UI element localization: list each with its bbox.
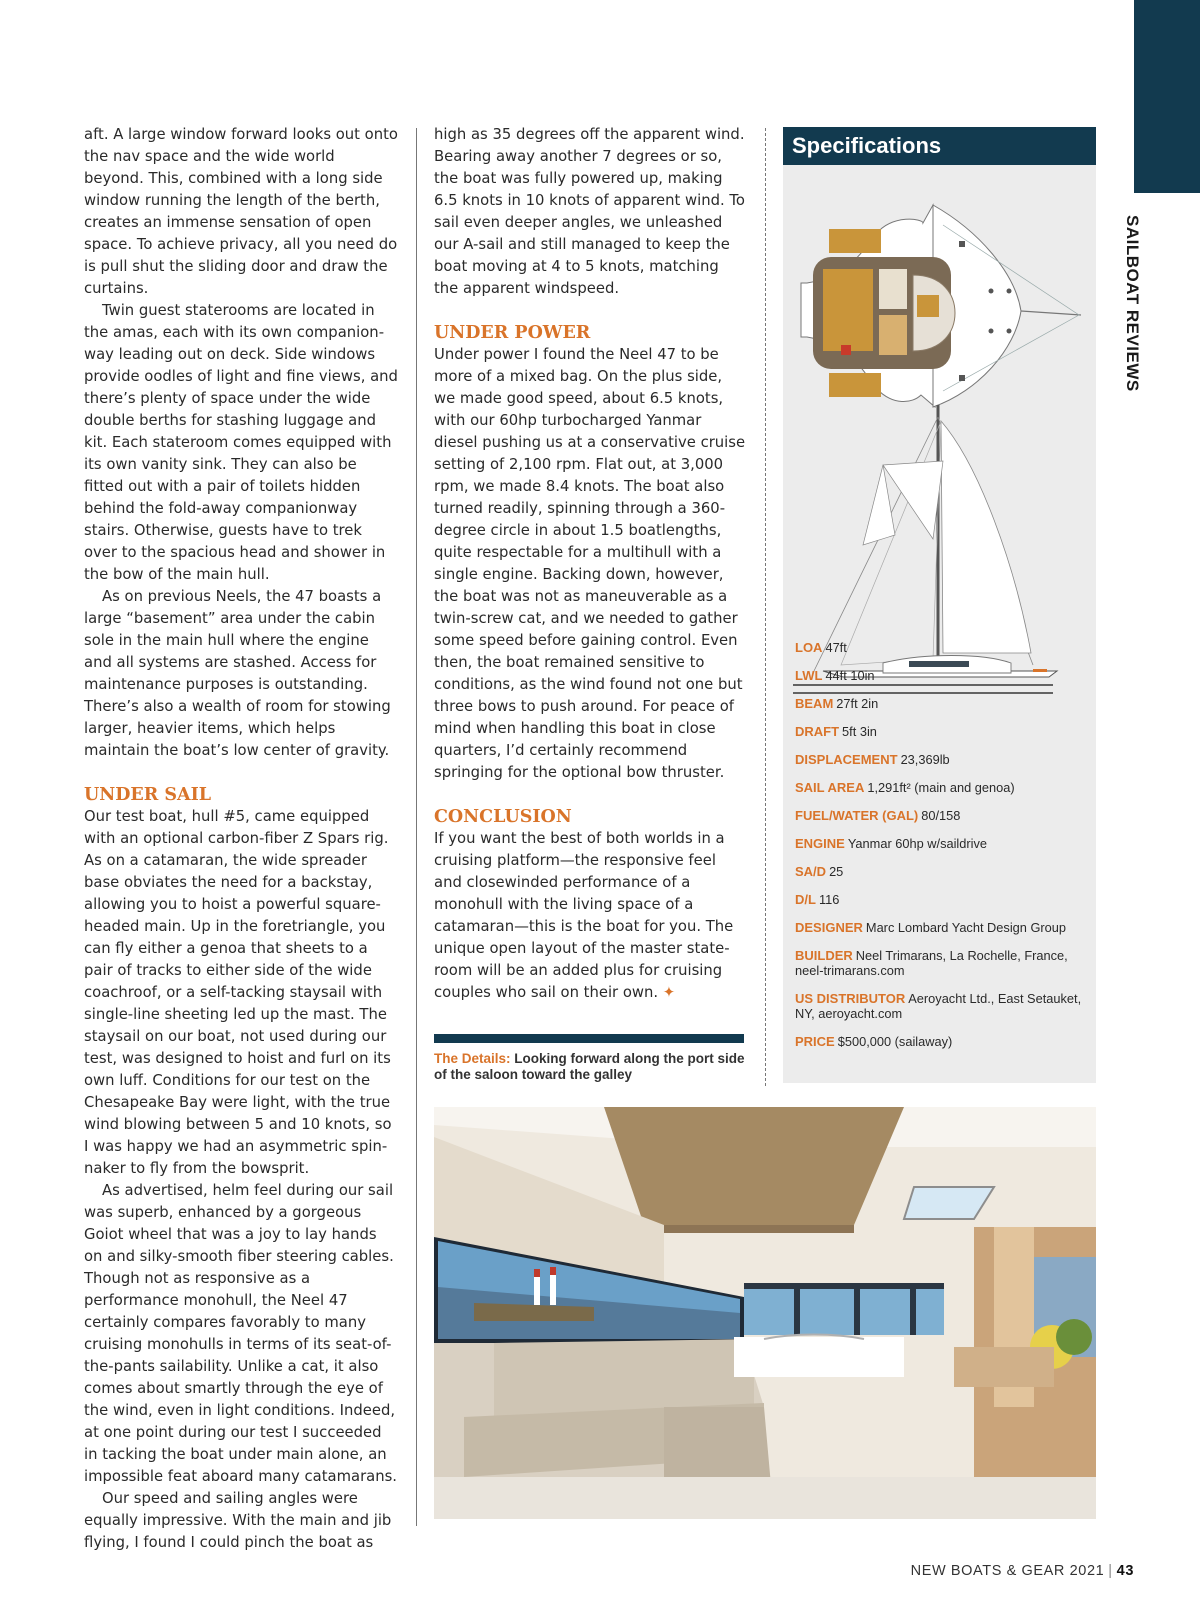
section-tag: SAILBOAT REVIEWS bbox=[1123, 215, 1142, 392]
spec-row: BEAM 27ft 2in bbox=[795, 696, 879, 711]
paragraph: Our test boat, hull #5, came equipped with an optional carbon-fiber Z Spars rig. As on a catamaran, the wide spreader base obviates the need for a backstay, allowing you to hoist a powerful square-headed main. Up in the foretriangle, you can fly either a genoa that sheets to a pair of tracks to either side of the wide coachroof, or a self-tacking staysail with single-line sheeting led up the mast. The staysail on our boat, not used during our test, was designed to hoist and furl on its own luff. Conditions for our test on the Chesapeake Bay were light, with the true wind blowing between 5 and 10 knots, so I was happy we had an asymmetric spinnaker to fly from the bowsprit. bbox=[84, 808, 392, 1177]
article-column-1 bbox=[84, 124, 398, 1554]
spec-row: DRAFT 5ft 3in bbox=[795, 724, 877, 739]
specifications-title: Specifications bbox=[783, 127, 1096, 165]
specifications-box bbox=[783, 127, 1096, 1083]
subhead-under-power: UNDER POWER bbox=[434, 323, 591, 343]
spec-row: DISPLACEMENT 23,369lb bbox=[795, 752, 950, 767]
end-mark-icon: ✦ bbox=[662, 984, 676, 1001]
paragraph: aft. A large window forward looks out onto the nav space and the wide world beyond. This, combined with a long side window running the length of the berth, creates an immense sensation of open space. To achieve privacy, all you need do is pull shut the sliding door and draw the curtains. bbox=[84, 126, 398, 297]
deck-plan-illustration bbox=[801, 205, 1081, 407]
footer-separator: | bbox=[1108, 1563, 1113, 1579]
column-divider bbox=[765, 128, 766, 1086]
spec-row: FUEL/WATER (GAL) 80/158 bbox=[795, 808, 961, 823]
spec-row: DESIGNER Marc Lombard Yacht Design Group bbox=[795, 920, 1067, 935]
paragraph: As advertised, helm feel during our sail was superb, enhanced by a gorgeous Goiot wheel that was a joy to lay hands on and silky-smooth fiber steering cables. Though not as responsive as a performance monohull, the Neel 47 certainly compares favorably to many cruising monohulls in terms of its seat-of-the-pants sailability. Unlike a cat, it also comes about smartly through the eye of the wind, even in light conditions. Indeed, at one point during our test I succeeded in tacking the boat under main alone, an impossible feat aboard many catamarans. bbox=[84, 1182, 398, 1485]
spec-row: PRICE $500,000 (sailaway) bbox=[795, 1034, 953, 1049]
spec-row: SA/D 25 bbox=[795, 864, 844, 879]
page-number: 43 bbox=[1116, 1563, 1134, 1579]
caption-bar bbox=[434, 1034, 744, 1043]
column-divider bbox=[416, 128, 417, 1526]
spec-row: ENGINE Yanmar 60hp w/saildrive bbox=[795, 836, 988, 851]
paragraph bbox=[434, 828, 746, 1004]
publication-name: NEW BOATS & GEAR 2021 bbox=[910, 1563, 1105, 1579]
paragraph: Under power I found the Neel 47 to be more of a mixed bag. On the plus side, we made good speed, about 6.5 knots, with our 60hp turbocharged Yanmar diesel pushing us at a conservative cruise setting of 2,100 rpm. Flat out, at 3,000 rpm, we made 8.4 knots. The boat also turned readily, spinning through a 360-degree circle in about 1.5 boatlengths, quite respectable for a multihull with a single engine. Backing down, however, the boat was not as maneuverable as a twin-screw cat, and we needed to gather some speed before gaining control. Even then, the boat remained sensitive to conditions, as the wind found not one but three bows to push around. For peace of mind when handling this boat in close quarters, I’d certainly recommend springing for the optional bow thruster. bbox=[434, 346, 746, 781]
paragraph: Twin guest staterooms are located in the amas, each with its own companionway leading out on deck. Side windows provide oodles of light and fine views, and there’s plenty of space under the wide double berths for stashing luggage and kit. Each stateroom comes equipped with its own vanity sink. They can also be fitted out with a pair of toilets hidden behind the fold-away companionway stairs. Otherwise, guests have to trek over to the spacious head and shower in the bow of the main hull. bbox=[84, 302, 398, 583]
caption-text: Looking forward along the port side of the saloon toward the galley bbox=[434, 1051, 745, 1082]
paragraph: As on previous Neels, the 47 boasts a large “basement” area under the cabin sole in the main hull where the engine and all systems are stashed. Access for maintenance purposes is outstanding. There’s also a wealth of room for stowing larger, heavier items, which helps maintain the boat’s low center of gravity. bbox=[84, 588, 391, 759]
section-tab bbox=[1134, 0, 1200, 193]
caption-lead: The Details: bbox=[434, 1051, 511, 1066]
page-footer bbox=[900, 1561, 1134, 1581]
spec-row: LOA 47ft bbox=[795, 640, 847, 655]
photo-caption bbox=[434, 1051, 748, 1083]
spec-row: SAIL AREA 1,291ft² (main and genoa) bbox=[795, 780, 1015, 795]
subhead-under-sail: UNDER SAIL bbox=[84, 785, 212, 805]
paragraph: high as 35 degrees off the apparent wind. Bearing away another 7 degrees or so, the boat was fully powered up, making 6.5 knots in 10 knots of apparent wind. To sail even deeper angles, we unleashed our A-sail and still managed to keep the boat moving at 4 to 5 knots, matching the apparent windspeed. bbox=[434, 126, 745, 297]
spec-row: BUILDER Neel Trimarans, La Rochelle, France, neel-trimarans.com bbox=[795, 948, 1068, 978]
saloon-interior-photo bbox=[434, 1107, 1096, 1519]
spec-list bbox=[795, 640, 1090, 1062]
paragraph: Our speed and sailing angles were equally impressive. With the main and jib flying, I found I could pinch the boat as bbox=[84, 1490, 392, 1551]
conclusion-text: If you want the best of both worlds in a cruising platform—the responsive feel and closewinded performance of a monohull with the living space of a catamaran—this is the boat for you. The unique open layout of the master stateroom will be an added plus for cruising couples who sail on their own. bbox=[434, 830, 734, 1001]
spec-row: LWL 44ft 10in bbox=[795, 668, 875, 683]
spec-row: US DISTRIBUTOR Aeroyacht Ltd., East Setauket, NY, aeroyacht.com bbox=[795, 991, 1082, 1021]
article-column-2 bbox=[434, 124, 746, 1004]
spec-row: D/L 116 bbox=[795, 892, 840, 907]
subhead-conclusion: CONCLUSION bbox=[434, 807, 572, 827]
